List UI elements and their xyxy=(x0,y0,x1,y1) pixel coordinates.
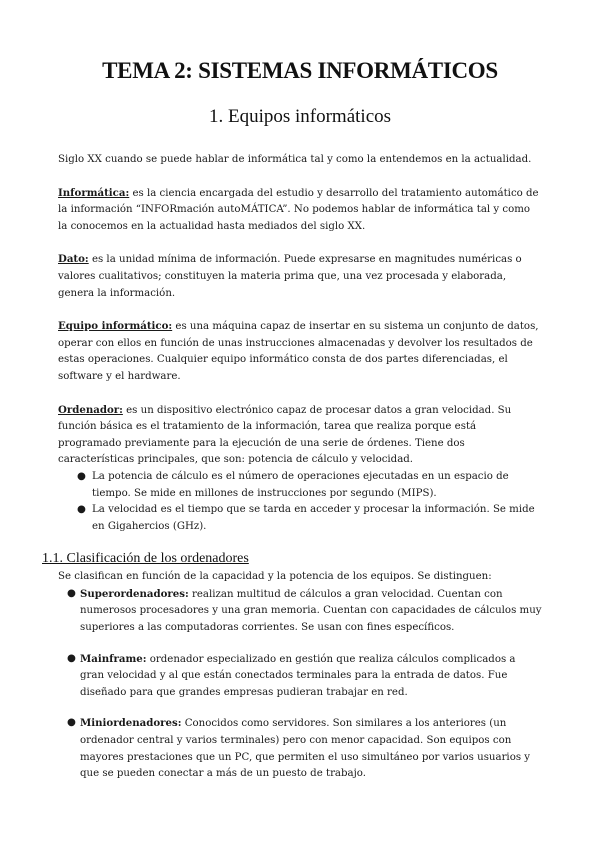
bullet-icon: ● xyxy=(67,587,76,599)
definition-dato xyxy=(58,251,542,302)
intro-paragraph: Siglo XX cuando se puede hablar de informática tal y como la entendemos en la actualidad. xyxy=(58,154,532,165)
bullet-icon: ● xyxy=(77,470,86,482)
definition-text: es la ciencia encargada del estudio y desarrollo del tratamiento automático de la información “INFORmación autoMÁTICA”. No podemos hablar de informática tal y como la conocemos en la actualidad hasta mediados del siglo XX. xyxy=(58,187,539,232)
list-item-text: La velocidad es el tiempo que se tarda en acceder y procesar la información. Se mide en Gigahercios (GHz). xyxy=(92,504,535,532)
type-text: ordenador especializado en gestión que realiza cálculos complicados a gran velocidad y al que están conectados terminales para la entrada de datos. Fue diseñado para que grandes empresas pudieran trabajar en red. xyxy=(80,653,516,698)
section-heading: 1. Equipos informáticos xyxy=(208,106,392,127)
list-item-text: La potencia de cálculo es el número de operaciones ejecutadas en un espacio de tiempo. Se mide en millones de instrucciones por segundo (MIPS). xyxy=(92,470,509,499)
definition-equipo xyxy=(58,318,542,385)
bullet-icon: ● xyxy=(67,652,76,664)
subsection-intro: Se clasifican en función de la capacidad y la potencia de los equipos. Se distinguen: xyxy=(58,571,492,583)
type-term: Mainframe: xyxy=(80,652,147,665)
type-term: Superordenadores: xyxy=(80,587,189,600)
list-item xyxy=(67,715,542,782)
definition-ordenador xyxy=(58,402,542,469)
definition-term: Ordenador: xyxy=(58,403,123,416)
ordenador-characteristics-list xyxy=(58,469,542,535)
list-item xyxy=(77,469,542,502)
definition-term: Dato: xyxy=(58,253,89,266)
list-item xyxy=(67,651,542,702)
definition-informatica xyxy=(58,185,542,236)
definition-text: es la unidad mínima de información. Puede expresarse en magnitudes numéricas o valores cualitativos; constituyen la materia prima que, una vez procesada y elaborada, genera la información. xyxy=(58,254,522,299)
list-item xyxy=(67,586,542,637)
type-term: Miniordenadores: xyxy=(80,717,182,730)
page-title: TEMA 2: SISTEMAS INFORMÁTICOS xyxy=(102,58,498,83)
definition-text: es un dispositivo electrónico capaz de procesar datos a gran velocidad. Su función básica es el tratamiento de la información, tarea que realiza porque está programado previamente para la ejecución de una serie de órdenes. Tiene dos características principales, que son: potencia de cálculo y velocidad. xyxy=(58,404,512,466)
definition-text: es una máquina capaz de insertar en su sistema un conjunto de datos, operar con ellos en función de unas instrucciones almacenadas y devolver los resultados de estas operaciones. Cualquier equipo informático consta de dos partes diferenciadas, el software y el hardware. xyxy=(58,321,539,382)
subsection-heading: 1.1. Clasificación de los ordenadores xyxy=(42,551,249,567)
bullet-icon: ● xyxy=(67,717,76,729)
bullet-icon: ● xyxy=(77,504,86,516)
list-item xyxy=(77,502,542,535)
definition-term: Informática: xyxy=(58,186,130,199)
type-text: realizan multitud de cálculos a gran velocidad. Cuentan con numerosos procesadores y una gran memoria. Cuentan con capacidades de cálculos muy superiores a las computadoras corrientes. Se usan con fines específicos. xyxy=(80,588,542,634)
type-text: Conocidos como servidores. Son similares a los anteriores (un ordenador central y varios terminales) pero con menor capacidad. Son equipos con mayores prestaciones que un PC, que permiten el uso simultáneo por varios usuarios y que se pueden conectar a más de un puesto de trabajo. xyxy=(80,718,531,780)
computer-types-list xyxy=(58,586,542,783)
definition-term: Equipo informático: xyxy=(58,320,173,333)
